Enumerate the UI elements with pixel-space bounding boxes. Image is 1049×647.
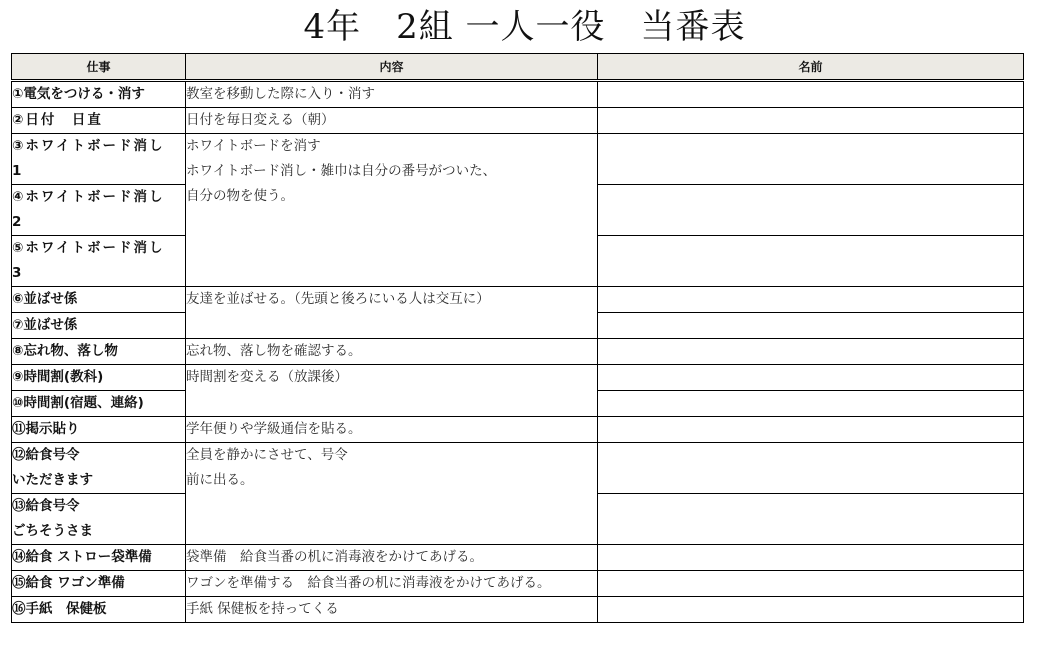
table-row [12,81,1024,108]
job-cell: ⑨時間割(教科) [12,365,186,391]
header-row [12,54,1024,81]
duty-roster-table [11,53,1024,623]
content-text: ホワイトボード消し・雑巾は自分の番号がついた、 [186,163,497,179]
content-text: 学年便りや学級通信を貼る。 [186,421,362,437]
content-text: 教室を移動した際に入り・消す [186,86,375,102]
name-cell[interactable] [598,365,1024,391]
name-cell[interactable] [598,81,1024,108]
content-text: ワゴンを準備する 給食当番の机に消毒液をかけてあげる。 [186,575,551,591]
content-cell [186,443,598,545]
name-cell[interactable] [598,443,1024,494]
name-cell[interactable] [598,545,1024,571]
content-cell [186,287,598,339]
content-text: 前に出る。 [186,472,254,488]
content-cell [186,571,598,597]
content-text: 袋準備 給食当番の机に消毒液をかけてあげる。 [186,549,483,565]
table-row [12,287,1024,313]
content-cell [186,81,598,108]
table-row [12,443,1024,494]
page-title: 4年 2組 一人一役 当番表 [303,7,746,47]
job-cell: ③ホワイトボード消し 1 [12,134,186,185]
name-cell[interactable] [598,571,1024,597]
content-text: 友達を並ばせる。（先頭と後ろにいる人は交互に） [186,291,490,307]
name-cell[interactable] [598,185,1024,236]
name-cell[interactable] [598,108,1024,134]
job-cell: ⑪掲示貼り [12,417,186,443]
job-cell: ⑧忘れ物、落し物 [12,339,186,365]
name-cell[interactable] [598,134,1024,185]
table-row [12,417,1024,443]
table-row [12,597,1024,623]
content-cell [186,108,598,134]
table-row [12,108,1024,134]
job-cell: ⑥並ばせ係 [12,287,186,313]
content-text: 自分の物を使う。 [186,188,294,204]
table-row [12,339,1024,365]
name-cell[interactable] [598,597,1024,623]
content-cell [186,545,598,571]
table-row [12,545,1024,571]
job-cell: ⑤ホワイトボード消し 3 [12,236,186,287]
job-cell: ②日付 日直 [12,108,186,134]
table-row [12,134,1024,185]
header-name: 名前 [598,54,1024,81]
name-cell[interactable] [598,287,1024,313]
job-cell: ⑭給食 ストロー袋準備 [12,545,186,571]
job-cell: ④ホワイトボード消し 2 [12,185,186,236]
name-cell[interactable] [598,494,1024,545]
name-cell[interactable] [598,236,1024,287]
content-cell [186,597,598,623]
header-content: 内容 [186,54,598,81]
name-cell[interactable] [598,339,1024,365]
job-cell: ⑦並ばせ係 [12,313,186,339]
name-cell[interactable] [598,391,1024,417]
job-cell: ⑩時間割(宿題、連絡) [12,391,186,417]
content-cell [186,339,598,365]
content-text: 忘れ物、落し物を確認する。 [186,343,362,359]
job-cell: ⑬給食号令 ごちそうさま [12,494,186,545]
job-cell: ⑫給食号令 いただきます [12,443,186,494]
name-cell[interactable] [598,313,1024,339]
job-cell: ⑮給食 ワゴン準備 [12,571,186,597]
content-text: ホワイトボードを消す [186,138,321,154]
table-row [12,365,1024,391]
content-cell [186,134,598,287]
content-cell [186,417,598,443]
content-text: 手紙 保健板を持ってくる [186,601,339,617]
content-text: 日付を毎日変える（朝） [186,112,335,128]
job-cell: ①電気をつける・消す [12,81,186,108]
content-cell [186,365,598,417]
table-row [12,571,1024,597]
content-text: 全員を静かにさせて、号令 [186,447,348,463]
header-job: 仕事 [12,54,186,81]
job-cell: ⑯手紙 保健板 [12,597,186,623]
name-cell[interactable] [598,417,1024,443]
content-text: 時間割を変える（放課後） [186,369,348,385]
